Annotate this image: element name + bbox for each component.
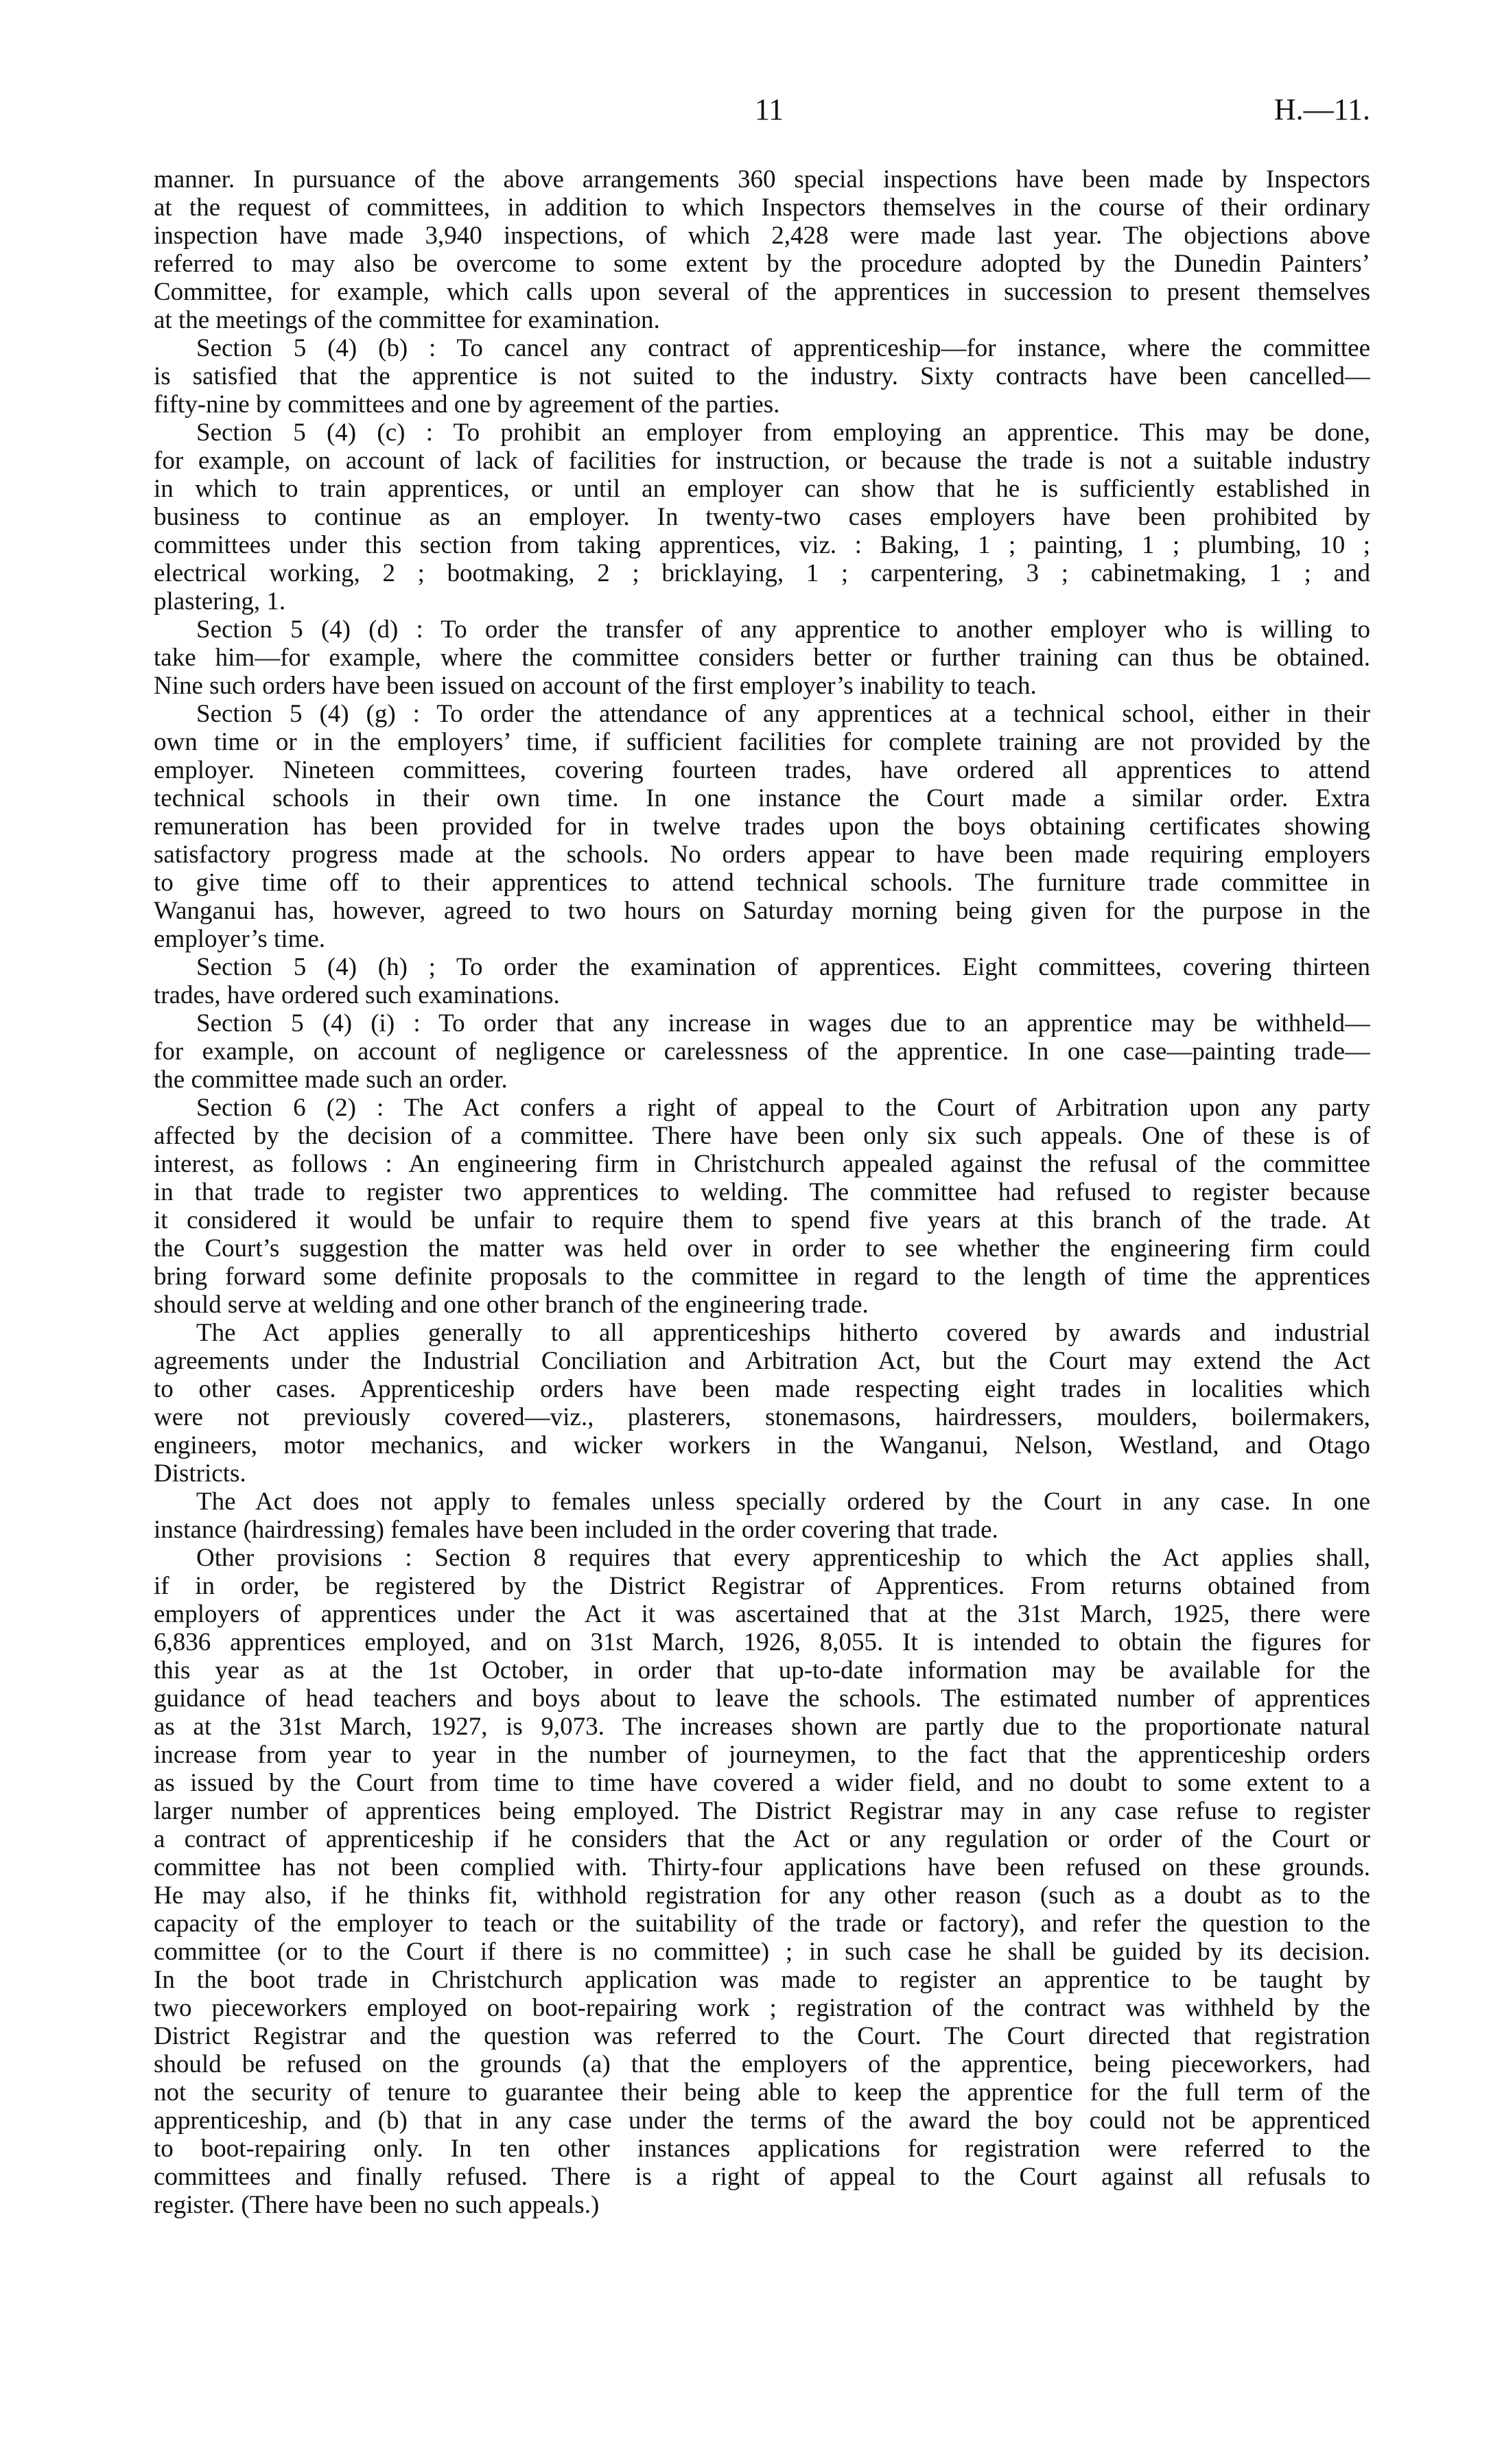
text-line: The Act does not apply to females unless specially ordered by the Court in any case. In one xyxy=(196,1488,1370,1516)
paragraph xyxy=(154,1544,1370,2219)
text-line: He may also, if he thinks fit, withhold registration for any other reason (such as a doubt as to the xyxy=(154,1881,1370,1910)
paragraph xyxy=(154,334,1370,419)
text-line: instance (hairdressing) females have been included in the order covering that trade. xyxy=(154,1516,998,1544)
text-line: in which to train apprentices, or until an employer can show that he is sufficiently established in xyxy=(154,475,1370,503)
text-line: employer. Nineteen committees, covering fourteen trades, have ordered all apprentices to attend xyxy=(154,756,1370,784)
text-line: trades, have ordered such examinations. xyxy=(154,981,560,1009)
text-line: it considered it would be unfair to require them to spend five years at this branch of the trade. At xyxy=(154,1206,1370,1234)
text-line: agreements under the Industrial Conciliation and Arbitration Act, but the Court may extend the Act xyxy=(154,1347,1370,1375)
text-line: inspection have made 3,940 inspections, of which 2,428 were made last year. The objections above xyxy=(154,222,1370,250)
text-line: the Court’s suggestion the matter was held over in order to see whether the engineering firm could xyxy=(154,1234,1370,1263)
text-line: for example, on account of lack of facilities for instruction, or because the trade is not a suitable industry xyxy=(154,447,1370,475)
text-line: Nine such orders have been issued on account of the first employer’s inability to teach. xyxy=(154,672,1037,700)
text-line: capacity of the employer to teach or the suitability of the trade or factory), and refer the question to the xyxy=(154,1910,1370,1938)
text-line: Section 5 (4) (i) : To order that any increase in wages due to an apprentice may be withheld— xyxy=(196,1009,1370,1037)
text-line: business to continue as an employer. In twenty-two cases employers have been prohibited by xyxy=(154,503,1370,531)
text-line: to other cases. Apprenticeship orders have been made respecting eight trades in localities which xyxy=(154,1375,1370,1403)
text-line: to boot-repairing only. In ten other instances applications for registration were referred to the xyxy=(154,2135,1370,2163)
text-line: Other provisions : Section 8 requires that every apprenticeship to which the Act applies shall, xyxy=(196,1544,1370,1572)
text-line: at the request of committees, in addition to which Inspectors themselves in the course of their ordinary xyxy=(154,193,1370,222)
paragraph xyxy=(154,700,1370,953)
text-line: engineers, motor mechanics, and wicker workers in the Wanganui, Nelson, Westland, and Otago xyxy=(154,1431,1370,1459)
text-line: should serve at welding and one other branch of the engineering trade. xyxy=(154,1291,869,1319)
text-line: plastering, 1. xyxy=(154,587,286,615)
text-line: Section 5 (4) (c) : To prohibit an employer from employing an apprentice. This may be done, xyxy=(196,419,1370,447)
paragraph xyxy=(154,1488,1370,1544)
text-line: this year as at the 1st October, in order that up-to-date information may be available for the xyxy=(154,1656,1370,1685)
text-line: Section 5 (4) (d) : To order the transfer of any apprentice to another employer who is willing to xyxy=(196,615,1370,644)
text-line: Section 5 (4) (b) : To cancel any contract of apprenticeship—for instance, where the committee xyxy=(196,334,1370,362)
text-line: committee (or to the Court if there is no committee) ; in such case he shall be guided by its decision. xyxy=(154,1938,1370,1966)
text-line: Committee, for example, which calls upon several of the apprentices in succession to present themselves xyxy=(154,278,1370,306)
text-line: not the security of tenure to guarantee their being able to keep the apprentice for the full term of the xyxy=(154,2078,1370,2107)
text-line: a contract of apprenticeship if he considers that the Act or any regulation or order of the Court or xyxy=(154,1825,1370,1853)
text-line: is satisfied that the apprentice is not suited to the industry. Sixty contracts have been cancelled— xyxy=(154,362,1370,390)
text-line: Section 5 (4) (g) : To order the attendance of any apprentices at a technical school, either in their xyxy=(196,700,1370,728)
paragraph xyxy=(154,165,1370,334)
text-line: own time or in the employers’ time, if sufficient facilities for complete training are not provided by the xyxy=(154,728,1370,756)
text-line: bring forward some definite proposals to the committee in regard to the length of time the apprentices xyxy=(154,1263,1370,1291)
text-line: remuneration has been provided for in twelve trades upon the boys obtaining certificates showing xyxy=(154,812,1370,841)
text-line: take him—for example, where the committee considers better or further training can thus be obtained. xyxy=(154,644,1370,672)
text-line: the committee made such an order. xyxy=(154,1066,508,1094)
text-line: Wanganui has, however, agreed to two hours on Saturday morning being given for the purpose in the xyxy=(154,897,1370,925)
text-line: 6,836 apprentices employed, and on 31st March, 1926, 8,055. It is intended to obtain the figures for xyxy=(154,1628,1370,1656)
text-line: were not previously covered—viz., plasterers, stonemasons, hairdressers, moulders, boilermakers, xyxy=(154,1403,1370,1431)
text-line: committees and finally refused. There is a right of appeal to the Court against all refusals to xyxy=(154,2163,1370,2191)
text-line: to give time off to their apprentices to attend technical schools. The furniture trade committee in xyxy=(154,869,1370,897)
text-line: apprenticeship, and (b) that in any case under the terms of the award the boy could not be apprenticed xyxy=(154,2107,1370,2135)
text-line: Section 6 (2) : The Act confers a right of appeal to the Court of Arbitration upon any party xyxy=(196,1094,1370,1122)
document-reference: H.—11. xyxy=(1273,93,1370,126)
document-body xyxy=(154,165,1370,2219)
text-line: should be refused on the grounds (a) that the employers of the apprentice, being pieceworkers, had xyxy=(154,2050,1370,2078)
text-line: if in order, be registered by the District Registrar of Apprentices. From returns obtained from xyxy=(154,1572,1370,1600)
text-line: as at the 31st March, 1927, is 9,073. The increases shown are partly due to the proportionate natural xyxy=(154,1713,1370,1741)
text-line: as issued by the Court from time to time have covered a wider field, and no doubt to some extent to a xyxy=(154,1769,1370,1797)
text-line: interest, as follows : An engineering firm in Christchurch appealed against the refusal of the committee xyxy=(154,1150,1370,1178)
paragraph xyxy=(154,1319,1370,1488)
text-line: Section 5 (4) (h) ; To order the examination of apprentices. Eight committees, covering thirteen xyxy=(196,953,1370,981)
text-line: register. (There have been no such appeals.) xyxy=(154,2191,600,2219)
paragraph xyxy=(154,1009,1370,1094)
paragraph xyxy=(154,419,1370,615)
text-line: in that trade to register two apprentices to welding. The committee had refused to register because xyxy=(154,1178,1370,1206)
text-line: fifty-nine by committees and one by agreement of the parties. xyxy=(154,390,780,419)
paragraph xyxy=(154,1094,1370,1319)
paragraph xyxy=(154,953,1370,1009)
paragraph xyxy=(154,615,1370,700)
text-line: larger number of apprentices being employed. The District Registrar may in any case refuse to register xyxy=(154,1797,1370,1825)
text-line: Districts. xyxy=(154,1459,246,1488)
text-line: affected by the decision of a committee. There have been only six such appeals. One of these is of xyxy=(154,1122,1370,1150)
text-line: satisfactory progress made at the schools. No orders appear to have been made requiring employers xyxy=(154,841,1370,869)
text-line: for example, on account of negligence or carelessness of the apprentice. In one case—painting trade— xyxy=(154,1037,1370,1066)
text-line: employer’s time. xyxy=(154,925,326,953)
text-line: employers of apprentices under the Act it was ascertained that at the 31st March, 1925, there were xyxy=(154,1600,1370,1628)
text-line: manner. In pursuance of the above arrangements 360 special inspections have been made by Inspectors xyxy=(154,165,1370,193)
text-line: District Registrar and the question was referred to the Court. The Court directed that registration xyxy=(154,2022,1370,2050)
text-line: technical schools in their own time. In one instance the Court made a similar order. Extra xyxy=(154,784,1370,812)
page-number: 11 xyxy=(754,93,784,126)
text-line: In the boot trade in Christchurch application was made to register an apprentice to be taught by xyxy=(154,1966,1370,1994)
text-line: electrical working, 2 ; bootmaking, 2 ; bricklaying, 1 ; carpentering, 3 ; cabinetmaking, 1 ; and xyxy=(154,559,1370,587)
text-line: committees under this section from taking apprentices, viz. : Baking, 1 ; painting, 1 ; plumbing, 10 ; xyxy=(154,531,1370,559)
text-line: The Act applies generally to all apprenticeships hitherto covered by awards and industrial xyxy=(196,1319,1370,1347)
text-line: guidance of head teachers and boys about to leave the schools. The estimated number of apprentices xyxy=(154,1685,1370,1713)
text-line: committee has not been complied with. Thirty-four applications have been refused on these grounds. xyxy=(154,1853,1370,1881)
text-line: increase from year to year in the number of journeymen, to the fact that the apprenticeship orders xyxy=(154,1741,1370,1769)
text-line: two pieceworkers employed on boot-repairing work ; registration of the contract was withheld by the xyxy=(154,1994,1370,2022)
text-line: referred to may also be overcome to some extent by the procedure adopted by the Dunedin Painters’ xyxy=(154,250,1370,278)
text-line: at the meetings of the committee for examination. xyxy=(154,306,660,334)
